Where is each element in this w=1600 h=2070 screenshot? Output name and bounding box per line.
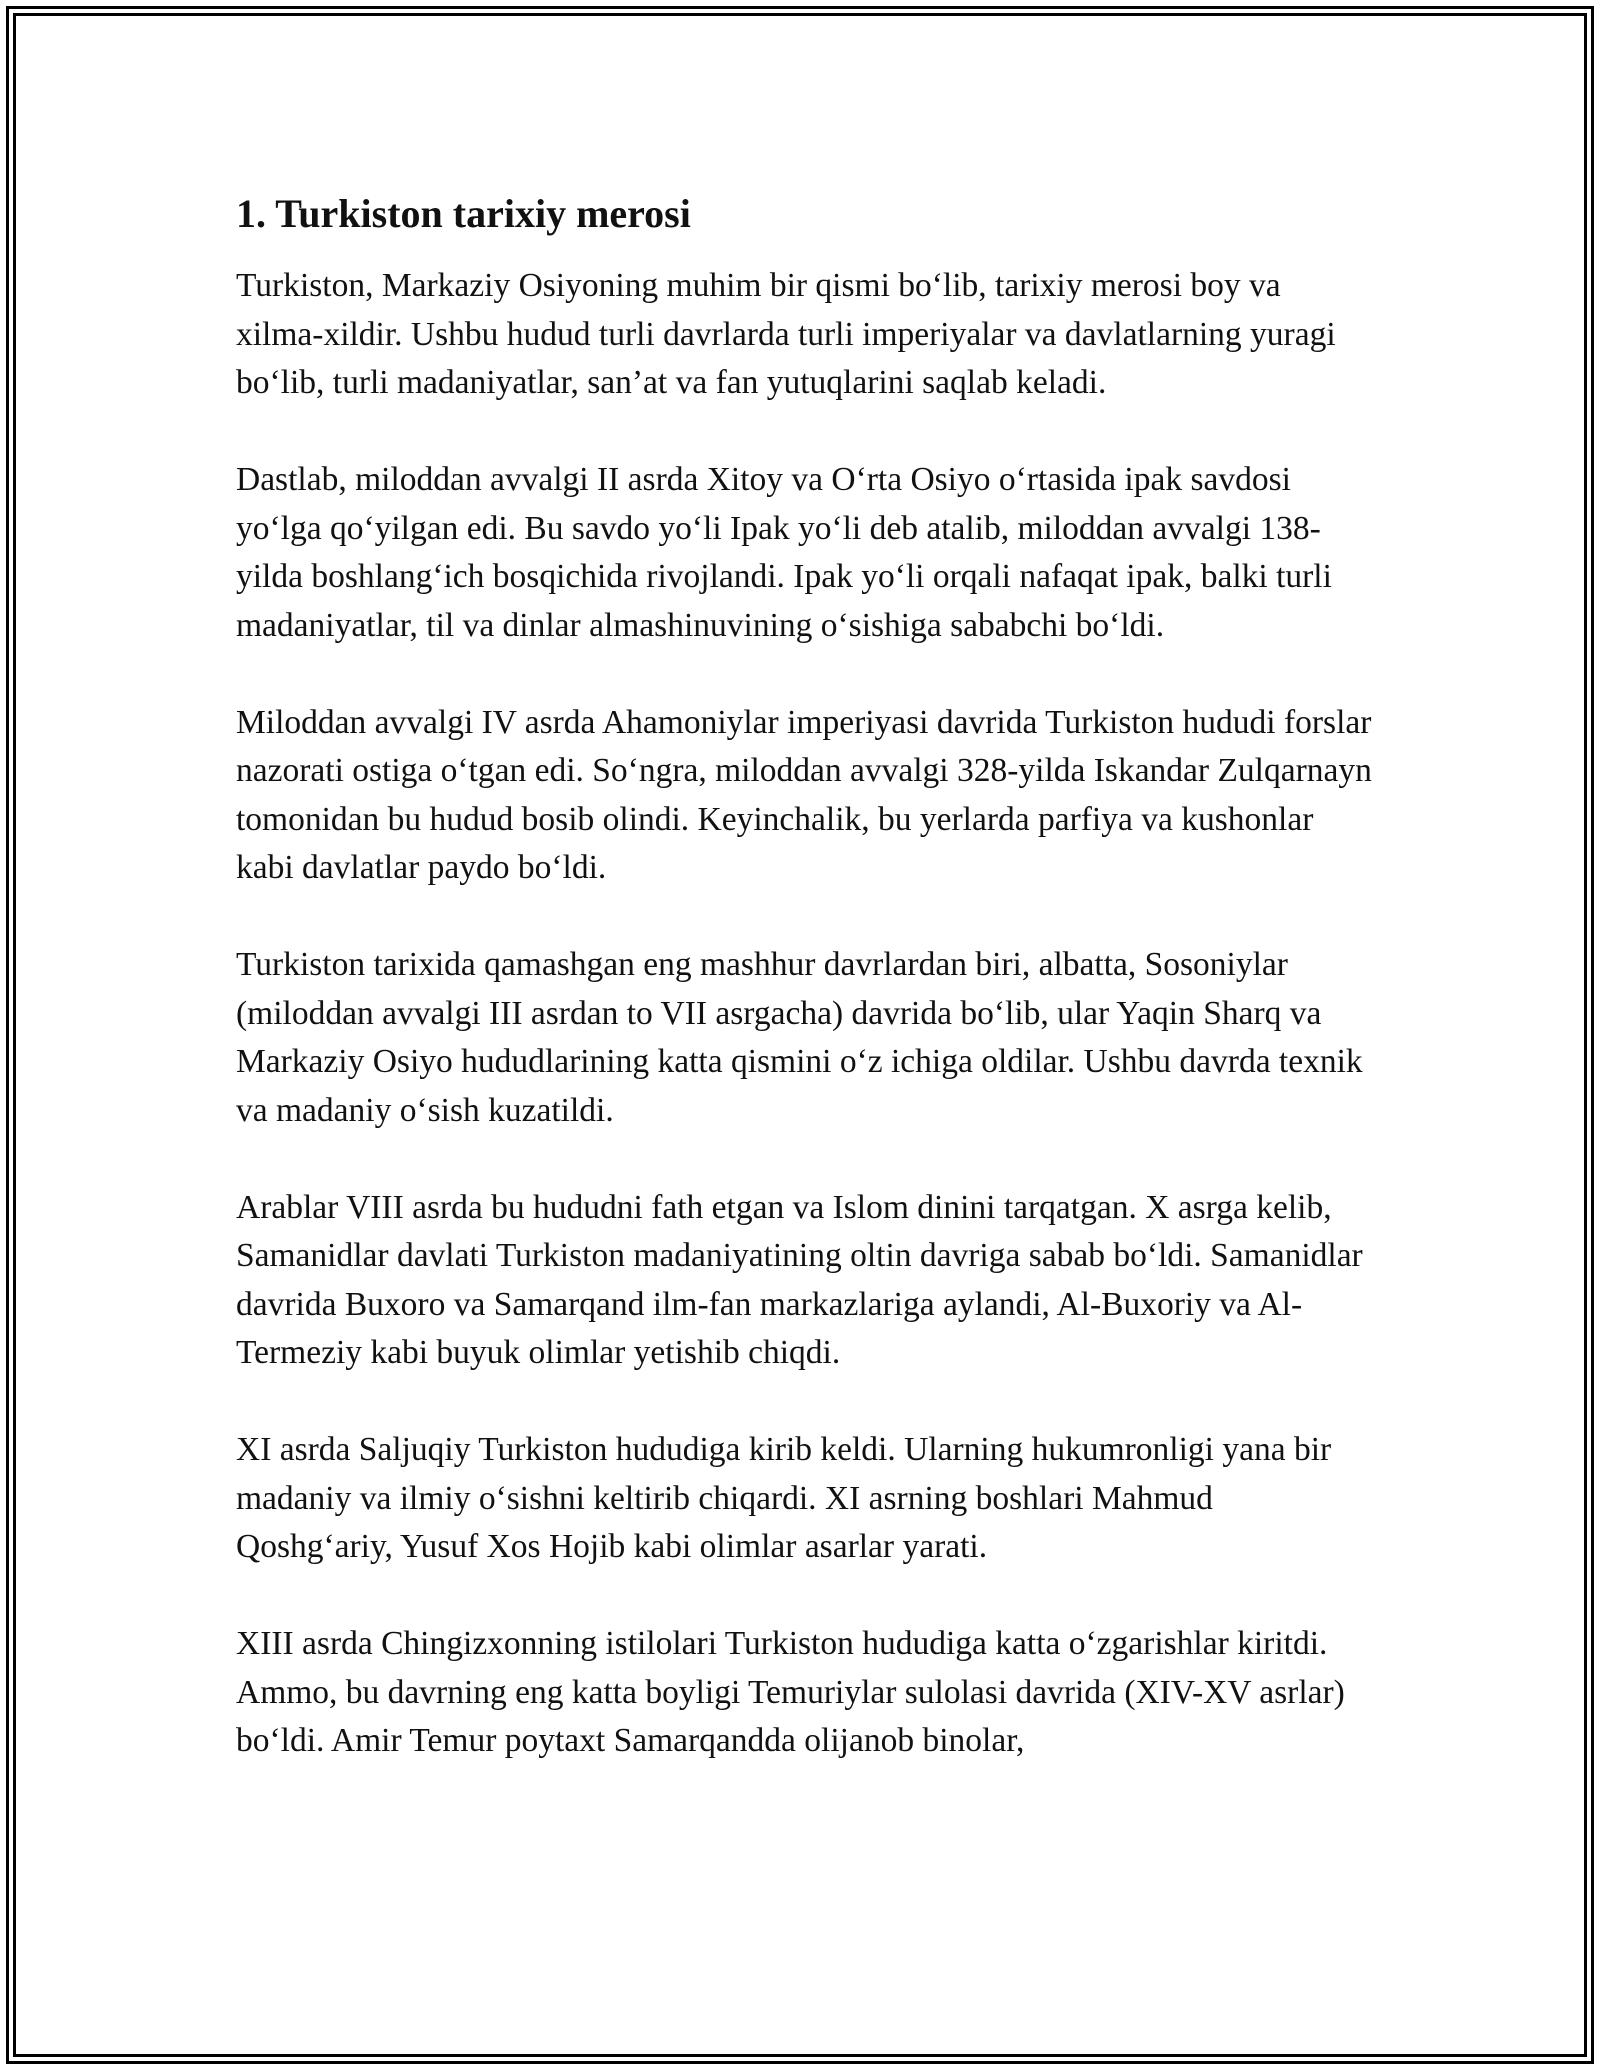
- section-heading: 1. Turkiston tarixiy merosi: [236, 191, 691, 236]
- paragraph-4: Turkiston tarixida qamashgan eng mashhur davrlardan biri, albatta, Sosoniylar (miloddan avvalgi III asrdan to VII asrgacha) davrida bo‘lib, ular Yaqin Sharq va Markaziy Osiyo hududlarining katta qismini o‘z ichiga oldilar. Ushbu davrda texnik va madaniy o‘sish kuzatildi.: [236, 946, 1363, 1129]
- paragraph-3: Miloddan avvalgi IV asrda Ahamoniylar imperiyasi davrida Turkiston hududi forslar nazorati ostiga o‘tgan edi. So‘ngra, miloddan avvalgi 328-yilda Iskandar Zulqarnayn tomonidan bu hudud bosib olindi. Keyinchalik, bu yerlarda parfiya va kushonlar kabi davlatlar paydo bo‘ldi.: [236, 703, 1372, 886]
- paragraph-7: XIII asrda Chingizxonning istilolari Turkiston hududiga katta o‘zgarishlar kiritdi. Ammo, bu davrning eng katta boyligi Temuriylar sulolasi davrida (XIV-XV asrlar) bo‘ldi. Amir Temur poytaxt Samarqandda olijanob binolar,: [236, 1625, 1345, 1759]
- paragraph-1: Turkiston, Markaziy Osiyoning muhim bir qismi bo‘lib, tarixiy merosi boy va xilma-xildir. Ushbu hudud turli davrlarda turli imperiyalar va davlatlarning yuragi bo‘lib, turli madaniyatlar, san’at va fan yutuqlarini saqlab keladi.: [236, 267, 1336, 401]
- paragraph-5: Arablar VIII asrda bu hududni fath etgan va Islom dinini tarqatgan. X asrga kelib, Samanidlar davlati Turkiston madaniyatining oltin davriga sabab bo‘ldi. Samanidlar davrida Buxoro va Samarqand ilm-fan markazlariga aylandi, Al-Buxoriy va Al-Termeziy kabi buyuk olimlar yetishib chiqdi.: [236, 1188, 1363, 1371]
- paragraph-2: Dastlab, miloddan avvalgi II asrda Xitoy va O‘rta Osiyo o‘rtasida ipak savdosi yo‘lga qo‘yilgan edi. Bu savdo yo‘li Ipak yo‘li deb atalib, miloddan avvalgi 138-yilda boshlang‘ich bosqichida rivojlandi. Ipak yo‘li orqali nafaqat ipak, balki turli madaniyatlar, til va dinlar almashinuvining o‘sishiga sababchi bo‘ldi.: [236, 461, 1332, 644]
- document-body: [236, 184, 1376, 1814]
- paragraph-6: XI asrda Saljuqiy Turkiston hududiga kirib keldi. Ularning hukumronligi yana bir madaniy va ilmiy o‘sishni keltirib chiqardi. XI asrning boshlari Mahmud Qoshg‘ariy, Yusuf Xos Hojib kabi olimlar asarlar yarati.: [236, 1431, 1332, 1565]
